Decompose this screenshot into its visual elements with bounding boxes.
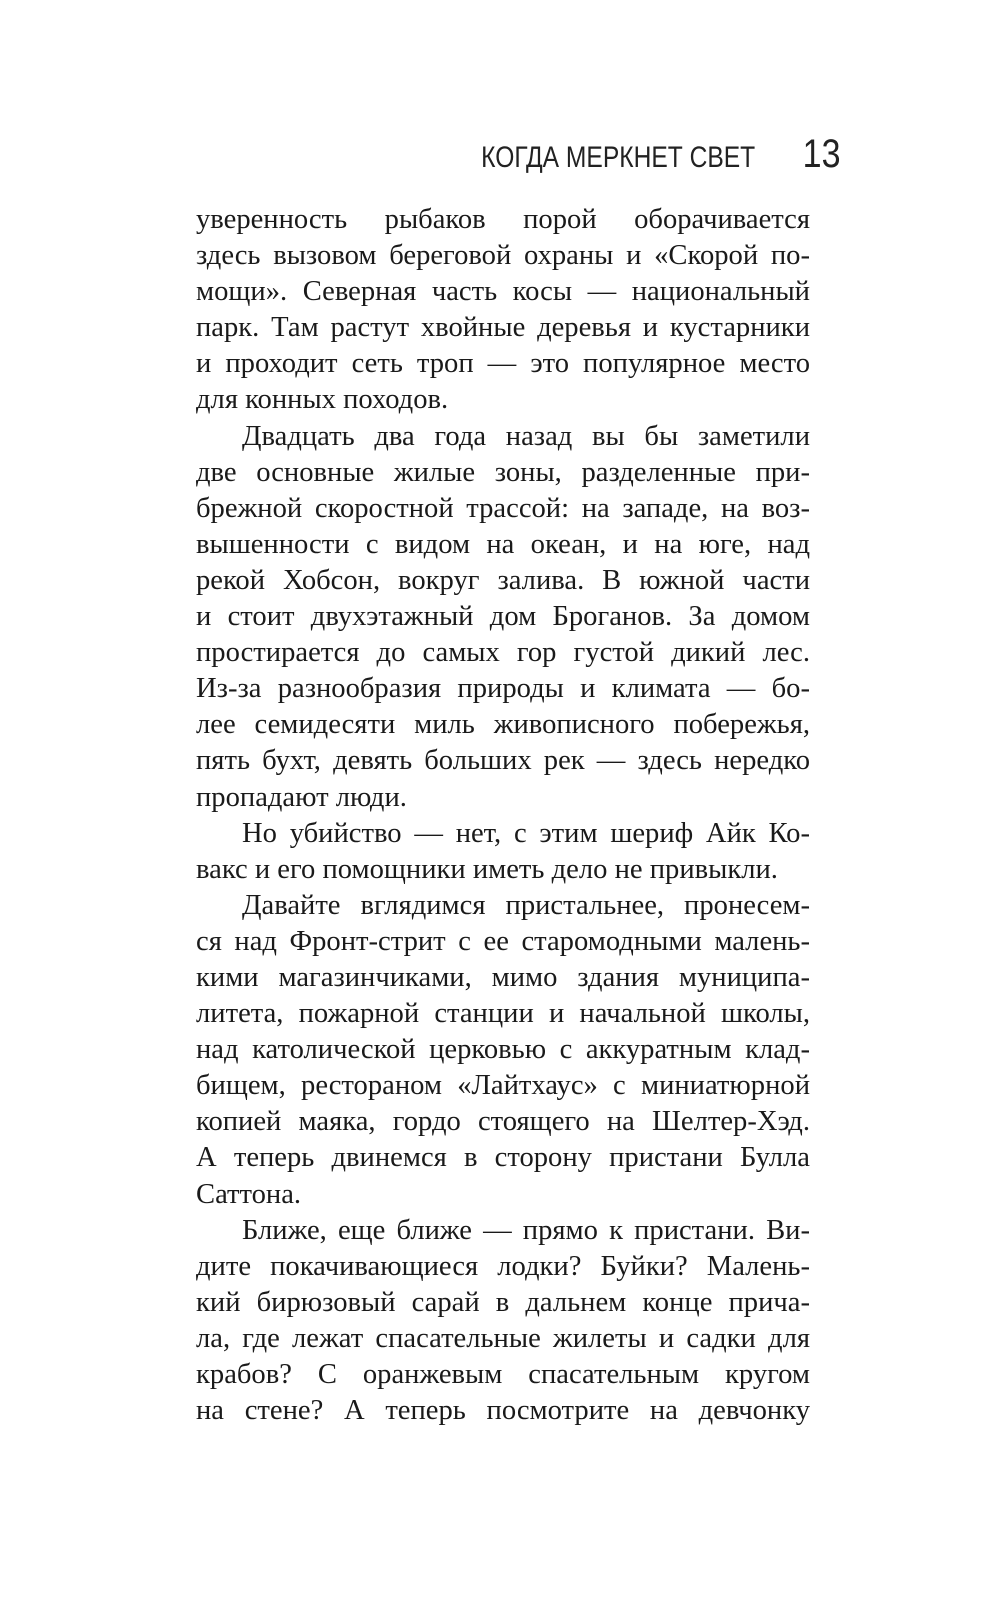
text-line: на стене? А теперь посмотрите на девчонку: [196, 1395, 810, 1427]
text-line: лее семидесяти миль живописного побережья,: [196, 709, 810, 741]
text-line: для конных походов.: [196, 384, 449, 416]
body-text: [196, 202, 810, 1429]
text-line: рекой Хобсон, вокруг залива. В южной части: [196, 564, 810, 596]
text-line: уверенность рыбаков порой оборачивается: [196, 204, 810, 235]
text-line: две основные жилые зоны, разделенные при-: [196, 456, 810, 488]
text-line: парк. Там растут хвойные деревья и кустарники: [196, 312, 810, 344]
text-line: дите покачивающиеся лодки? Буйки? Малень-: [196, 1250, 810, 1282]
paragraph: [196, 419, 810, 816]
paragraph: [196, 888, 810, 1213]
paragraph: [196, 1213, 810, 1430]
text-line: вакс и его помощники иметь дело не привыкли.: [196, 853, 778, 885]
text-line: Саттона.: [196, 1178, 302, 1210]
text-line: Ближе, еще ближе — прямо к пристани. Ви-: [242, 1214, 810, 1246]
paragraph: [196, 202, 810, 419]
text-line: кий бирюзовый сарай в дальнем конце прича-: [196, 1286, 810, 1318]
text-line: вышенности с видом на океан, и на юге, над: [196, 528, 810, 560]
text-line: ла, где лежат спасательные жилеты и садки для: [196, 1322, 810, 1354]
text-line: копией маяка, гордо стоящего на Шелтер-Хэд.: [196, 1106, 810, 1138]
text-line: мощи». Северная часть косы — национальный: [196, 276, 810, 308]
text-line: пять бухт, девять больших рек — здесь нередко: [196, 745, 810, 777]
running-head: [421, 132, 840, 177]
paragraph: [196, 816, 810, 888]
text-line: Но убийство — нет, с этим шериф Айк Ко-: [242, 817, 810, 849]
text-line: литета, пожарной станции и начальной школы,: [196, 998, 810, 1030]
text-line: над католической церковью с аккуратным клад-: [196, 1034, 810, 1066]
text-line: кими магазинчиками, мимо здания муниципа-: [196, 961, 810, 993]
text-line: Давайте вглядимся пристальнее, пронесем-: [242, 889, 810, 921]
text-line: Двадцать два года назад вы бы заметили: [242, 420, 810, 452]
text-line: здесь вызовом береговой охраны и «Скорой по-: [196, 240, 810, 272]
text-line: ся над Фронт-стрит с ее старомодными малень-: [196, 925, 810, 957]
text-line: пропадают люди.: [196, 781, 407, 813]
text-line: и проходит сеть троп — это популярное место: [196, 348, 810, 380]
page-number: 13: [802, 132, 840, 176]
text-line: Из-за разнообразия природы и климата — бо-: [196, 673, 810, 705]
text-line: простирается до самых гор густой дикий лес.: [196, 637, 810, 669]
text-line: бищем, рестораном «Лайтхаус» с миниатюрной: [196, 1070, 810, 1102]
text-line: и стоит двухэтажный дом Броганов. За домом: [196, 601, 810, 633]
running-title: КОГДА МЕРКНЕТ СВЕТ: [481, 141, 756, 174]
text-line: брежной скоростной трассой: на западе, на воз-: [196, 492, 810, 524]
text-line: крабов? С оранжевым спасательным кругом: [196, 1359, 810, 1390]
text-line: А теперь двинемся в сторону пристани Булла: [196, 1142, 810, 1174]
